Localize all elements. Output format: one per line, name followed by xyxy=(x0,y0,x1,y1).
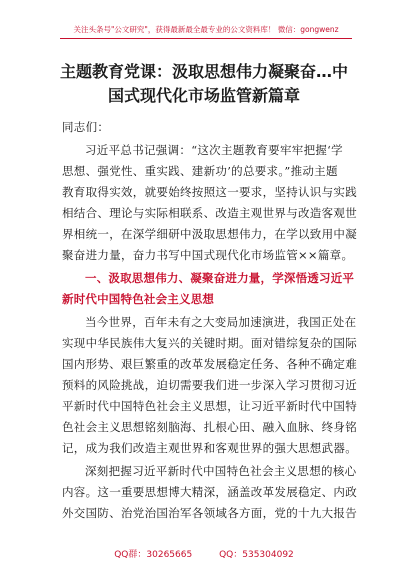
heading-line: 新时代中国特色社会主义思想 xyxy=(62,292,215,306)
title-line-2: 国式现代化市场监管新篇章 xyxy=(107,86,300,105)
paragraph-line: 当今世界，百年未有之大变局加速演进，我国正处在 xyxy=(85,315,357,329)
paragraph-1 xyxy=(62,140,357,266)
header-banner: 关注头条号"公文研究"，获得最新最全最专业的公文资料库！ 微信：gongwenz xyxy=(60,24,352,39)
paragraph-line: 记，成为我们改造主观世界和客观世界的强大思想武器。 xyxy=(62,441,357,455)
greeting: 同志们： xyxy=(62,120,110,134)
paragraph-line: 实现中华民族伟大复兴的关键时期。面对错综复杂的国际 xyxy=(62,336,357,350)
heading-line: 一、汲取思想伟力、凝聚奋进力量，学深悟透习近平 xyxy=(85,271,355,285)
paragraph-line: 界相统一，在深学细研中汲取思想伟力，在学以致用中凝 xyxy=(62,227,357,241)
title-line-1: 主题教育党课：汲取思想伟力凝聚奋…中 xyxy=(59,62,348,81)
paragraph-line: 内容。这一重要思想博大精深，涵盖改革发展稳定、内政 xyxy=(62,485,357,499)
document-title xyxy=(52,60,356,108)
footer-contact xyxy=(0,547,408,560)
paragraph-line: 预料的风险挑战，迫切需要我们进一步深入学习贯彻习近 xyxy=(62,378,357,392)
paragraph-line: 聚奋进力量，奋力书写中国式现代化市场监管××篇章。 xyxy=(62,248,354,262)
paragraph-line: 色社会主义思想铭刻脑海、扎根心田、融入血脉、终身铭 xyxy=(62,420,357,434)
paragraph-line: 平新时代中国特色社会主义思想，让习近平新时代中国特 xyxy=(62,399,357,413)
paragraph-2 xyxy=(62,312,357,459)
paragraph-line: 国内形势、艰巨繁重的改革发展稳定任务、各种不确定难 xyxy=(62,357,357,371)
paragraph-line: 习近平总书记强调：“这次主题教育要牢牢把握‘学 xyxy=(85,143,343,157)
document-body xyxy=(62,117,357,524)
footer-qq: QQ：535304092 xyxy=(219,550,294,560)
paragraph-line: 相结合、理论与实际相联系、改造主观世界与改造客观世 xyxy=(62,206,357,220)
paragraph-line: 外交国防、治党治国治军各领域各方面，党的十九大报告 xyxy=(62,506,357,520)
paragraph-line: 深刻把握习近平新时代中国特色社会主义思想的核心 xyxy=(85,464,357,478)
footer-qq-group: QQ群：30265665 xyxy=(114,550,193,560)
section-heading-1 xyxy=(62,268,355,310)
paragraph-line: 教育取得实效，就要始终按照这一要求，坚持认识与实践 xyxy=(62,185,357,199)
paragraph-3 xyxy=(62,461,357,524)
paragraph-line: 思想、强党性、重实践、建新功’的总要求。”推动主题 xyxy=(62,164,338,178)
